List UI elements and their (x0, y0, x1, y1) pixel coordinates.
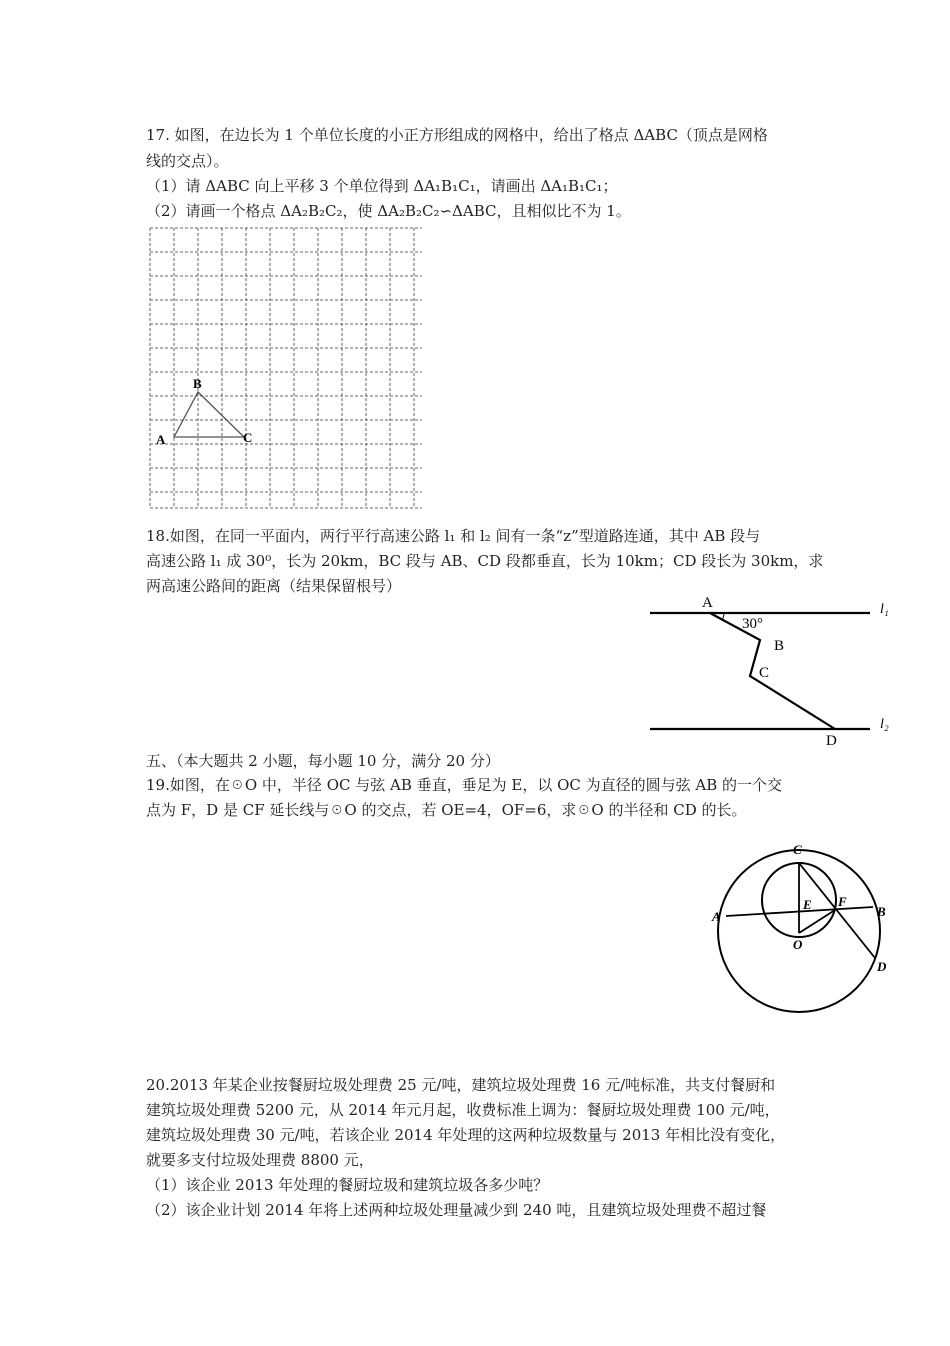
q17-part-2: （2）请画一个格点 ΔA₂B₂C₂，使 ΔA₂B₂C₂∽ΔABC，且相似比不为 1。 (146, 202, 631, 220)
label-b: B (774, 638, 785, 654)
q18-road-figure (640, 590, 900, 750)
q20-line-3: 建筑垃圾处理费 30 元/吨，若该企业 2014 年处理的这两种垃圾数量与 2013 年相比没有变化， (146, 1126, 786, 1144)
q19-circle-figure (700, 838, 900, 1018)
q18-line-2: 高速公路 l₁ 成 30⁰，长为 20km，BC 段与 AB、CD 段都垂直，长为 10km；CD 段长为 30km，求 (146, 552, 824, 570)
label-l2: l₂ (880, 717, 889, 732)
label-f: F (838, 894, 847, 909)
q20-line-1: 20.2013 年某企业按餐厨垃圾处理费 25 元/吨，建筑垃圾处理费 16 元/吨标准，共支付餐厨和 (146, 1076, 776, 1094)
q18-line-3: 两高速公路间的距离（结果保留根号） (146, 577, 402, 595)
q19-line-1: 19.如图，在☉O 中，半径 OC 与弦 AB 垂直，垂足为 E，以 OC 为直径的圆与弦 AB 的一个交 (146, 776, 783, 794)
label-e: E (803, 897, 812, 912)
label-c: C (243, 430, 253, 445)
label-d: D (826, 733, 837, 749)
angle-label: 30° (742, 616, 763, 632)
label-b: B (877, 904, 886, 919)
q20-line-4: 就要多支付垃圾处理费 8800 元， (146, 1151, 374, 1169)
q19-line-2: 点为 F，D 是 CF 延长线与☉O 的交点，若 OE=4，OF=6，求☉O 的半径和 CD 的长。 (146, 801, 747, 819)
q17-grid-figure (146, 224, 426, 512)
section-heading: 五、（本大题共 2 小题，每小题 10 分，满分 20 分） (146, 752, 500, 770)
label-c: C (793, 842, 802, 857)
q20-part-1: （1）该企业 2013 年处理的餐厨垃圾和建筑垃圾各多少吨？ (146, 1176, 549, 1194)
triangle-abc (174, 392, 244, 437)
q20-part-2: （2）该企业计划 2014 年将上述两种垃圾处理量减少到 240 吨，且建筑垃圾处理费不超过餐 (146, 1201, 767, 1219)
q17-line-1: 17. 如图，在边长为 1 个单位长度的小正方形组成的网格中，给出了格点 ΔABC（顶点是网格 (146, 126, 768, 144)
label-c: C (759, 665, 770, 681)
label-l1: l₁ (880, 602, 889, 617)
q20-line-2: 建筑垃圾处理费 5200 元，从 2014 年元月起，收费标准上调为：餐厨垃圾处理费 100 元/吨， (146, 1101, 780, 1119)
q18-line-1: 18.如图，在同一平面内，两行平行高速公路 l₁ 和 l₂ 间有一条“z”型道路连通，其中 AB 段与 (146, 527, 761, 545)
label-a: A (712, 909, 721, 924)
q17-part-1: （1）请 ΔABC 向上平移 3 个单位得到 ΔA₁B₁C₁，请画出 ΔA₁B₁C₁； (146, 177, 618, 195)
label-d: D (877, 959, 887, 974)
q17-line-2: 线的交点）。 (146, 152, 229, 170)
label-o: O (793, 937, 803, 952)
label-a: A (156, 432, 166, 447)
label-a: A (702, 595, 713, 611)
label-b: B (193, 376, 202, 391)
